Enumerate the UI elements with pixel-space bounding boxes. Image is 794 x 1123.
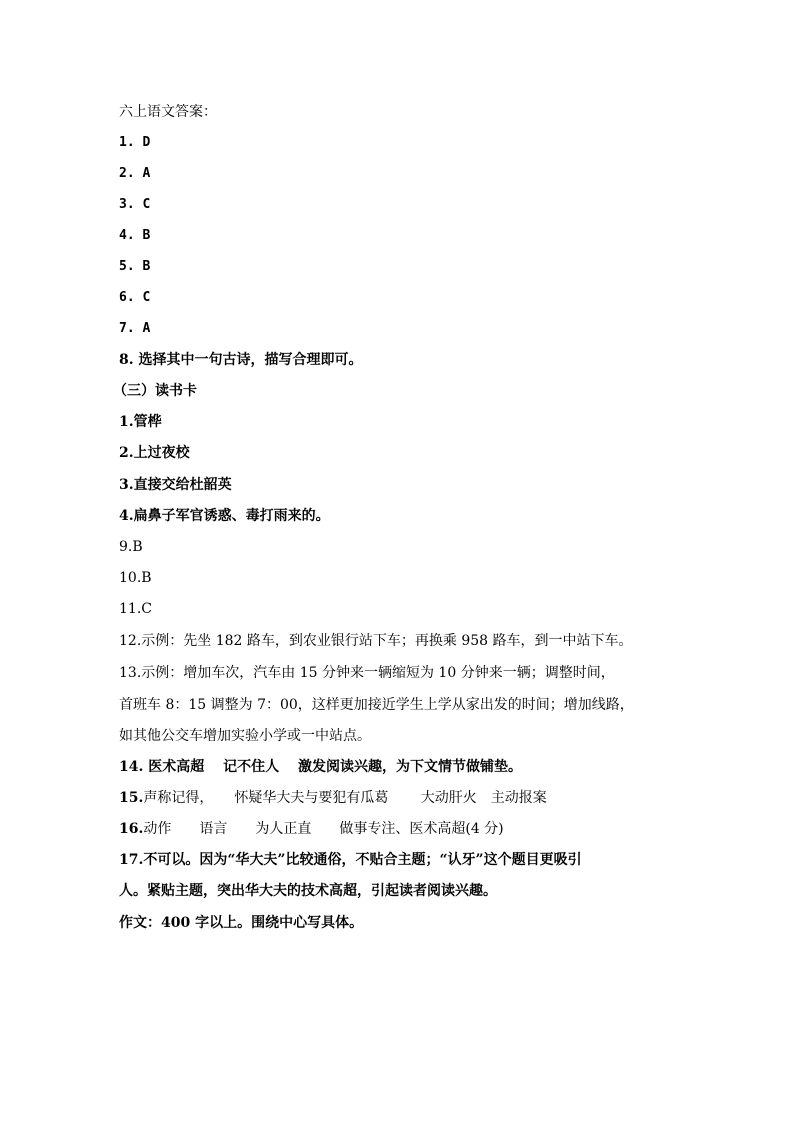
- answer-12: 12.示例：先坐 182 路车，到农业银行站下车；再换乘 958 路车，到一中站下车。: [119, 633, 633, 649]
- answer-13-line-2: 首班车 8：15 调整为 7：00，这样更加接近学生上学从家出发的时间；增加线路，: [119, 697, 634, 713]
- answer-7: 7. A: [119, 321, 151, 336]
- answer-16: [119, 818, 719, 840]
- answer-8: 8. 选择其中一句古诗，描写合理即可。: [119, 352, 363, 368]
- essay-requirement: 作文：400 字以上。围绕中心写具体。: [119, 915, 364, 931]
- answer-11: 11.C: [119, 601, 152, 617]
- answer-16-text: 动作 语言 为人正直 做事专注、医术高超(4 分): [143, 821, 504, 837]
- reading-card-answer-4: 4.扁鼻子军官诱惑、毒打雨来的。: [119, 508, 330, 524]
- answer-15-text: 声称记得， 怀疑华大夫与要犯有瓜葛 大动肝火 主动报案: [143, 790, 547, 806]
- reading-card-answer-3: 3.直接交给杜韶英: [119, 477, 232, 493]
- answer-14: 14. 医术高超 记不住人 激发阅读兴趣，为下文情节做铺垫。: [119, 759, 522, 775]
- answer-15-number: 15.: [119, 790, 144, 806]
- answer-6: 6. C: [119, 290, 151, 305]
- answer-17-line-2: 人。紧贴主题，突出华大夫的技术高超，引起读者阅读兴趣。: [119, 883, 497, 899]
- answer-5: 5. B: [119, 259, 151, 274]
- answer-2: 2. A: [119, 166, 151, 181]
- answer-16-number: 16.: [119, 821, 144, 837]
- answer-17-line-1: 17.不可以。因为“华大夫”比较通俗，不贴合主题；“认牙”这个题目更吸引: [119, 852, 582, 868]
- answer-13-line-1: 13.示例：增加车次，汽车由 15 分钟来一辆缩短为 10 分钟来一辆；调整时间，: [119, 665, 615, 681]
- reading-card-answer-2: 2.上过夜校: [119, 445, 190, 461]
- answer-10: 10.B: [119, 570, 152, 586]
- answer-9: 9.B: [119, 539, 143, 555]
- section-reading-card-heading: （三）读书卡: [113, 383, 197, 399]
- answer-3: 3. C: [119, 197, 151, 212]
- answer-4: 4. B: [119, 228, 151, 243]
- answer-13-line-3: 如其他公交车增加实验小学或一中站点。: [119, 728, 371, 744]
- answer-15: [119, 787, 719, 809]
- reading-card-answer-1: 1.管桦: [119, 414, 162, 430]
- document-title: 六上语文答案：: [119, 104, 217, 120]
- answer-1: 1. D: [119, 135, 151, 150]
